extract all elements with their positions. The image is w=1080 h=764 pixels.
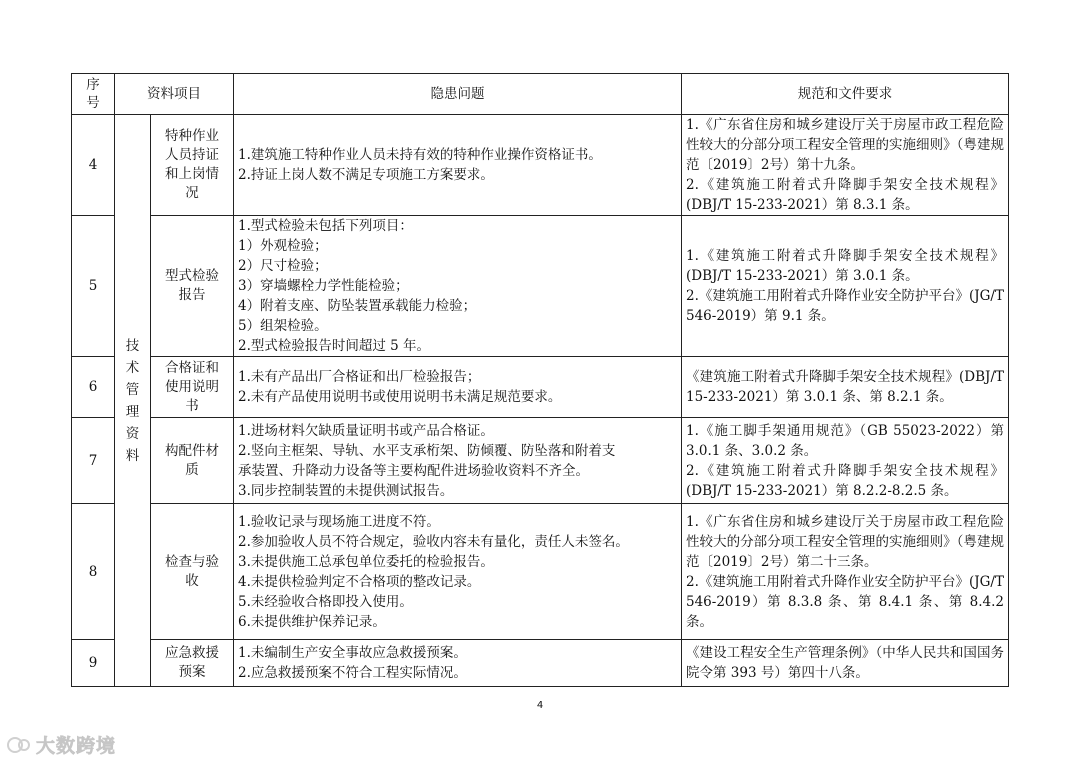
category-cell bbox=[115, 115, 151, 687]
hazard-line: 3.未提供施工总承包单位委托的检验报告。 bbox=[238, 553, 494, 570]
table-row bbox=[72, 418, 1009, 504]
hazard-line: 2.竖向主框架、导轨、水平支承桁架、防倾覆、防坠落和附着支 bbox=[238, 442, 616, 459]
item-line: 报告 bbox=[178, 287, 206, 303]
row-number: 5 bbox=[72, 216, 115, 357]
requirement-cell bbox=[682, 640, 1009, 687]
requirement-cell bbox=[682, 216, 1009, 357]
hazard-cell bbox=[234, 115, 682, 216]
requirement-text: 1.《建筑施工附着式升降脚手架安全技术规程》(DBJ/T 15-233-2021）第 3.0.1 条。 bbox=[686, 248, 1004, 284]
row-number: 7 bbox=[72, 418, 115, 504]
page-number: 4 bbox=[536, 700, 544, 711]
hazard-line: 承装置、升降动力设备等主要构配件进场验收资料不齐全。 bbox=[238, 462, 589, 479]
hazard-cell bbox=[234, 357, 682, 418]
requirement-cell bbox=[682, 418, 1009, 504]
hazard-line: 2.持证上岗人数不满足专项施工方案要求。 bbox=[238, 167, 494, 183]
hazard-cell bbox=[234, 418, 682, 504]
item-line: 使用说明 bbox=[165, 378, 219, 395]
item-line: 况 bbox=[185, 185, 199, 201]
hazard-line: 5.未经验收合格即投入使用。 bbox=[238, 593, 413, 610]
category-char: 术 bbox=[125, 359, 140, 376]
item-cell bbox=[151, 640, 234, 687]
header-seq bbox=[72, 74, 115, 115]
row-number: 8 bbox=[72, 504, 115, 640]
header-hazard: 隐患问题 bbox=[234, 74, 682, 115]
item-line: 合格证和 bbox=[165, 359, 219, 376]
table-row bbox=[72, 640, 1009, 687]
category-char: 技 bbox=[125, 337, 140, 354]
item-cell bbox=[151, 357, 234, 418]
hazard-line: 4.未提供检验判定不合格项的整改记录。 bbox=[238, 573, 481, 590]
requirement-text: 1.《广东省住房和城乡建设厅关于房屋市政工程危险性较大的分部分项工程安全管理的实施细则》（粤建规范〔2019〕2号）第二十三条。 bbox=[686, 513, 1004, 570]
row-number: 9 bbox=[72, 640, 115, 687]
requirement-text: 2.《建筑施工附着式升降脚手架安全技术规程》(DBJ/T 15-233-2021）第 8.2.2-8.2.5 条。 bbox=[686, 462, 1004, 499]
hazard-line: 2.型式检验报告时间超过 5 年。 bbox=[238, 338, 431, 354]
table-row bbox=[72, 216, 1009, 357]
item-line: 预案 bbox=[178, 664, 206, 680]
header-seq-line: 号 bbox=[86, 95, 100, 111]
category-char: 料 bbox=[125, 447, 140, 464]
hazard-line: 1.验收记录与现场施工进度不符。 bbox=[238, 513, 440, 530]
hazard-line: 5）组架检验。 bbox=[238, 318, 328, 334]
item-line: 书 bbox=[185, 397, 199, 414]
hazard-line: 2.未有产品使用说明书或使用说明书未满足规范要求。 bbox=[238, 389, 562, 405]
item-line: 型式检验 bbox=[165, 268, 219, 284]
hazard-line: 3.同步控制装置的未提供测试报告。 bbox=[238, 482, 454, 499]
requirement-text: 2.《建筑施工用附着式升降作业安全防护平台》(JG/T 546-2019）第 8.3.8 条、第 8.4.1 条、第 8.4.2 条。 bbox=[686, 573, 1004, 630]
hazard-cell bbox=[234, 504, 682, 640]
header-seq-line: 序 bbox=[86, 77, 100, 93]
item-line: 质 bbox=[185, 461, 199, 478]
hazard-line: 4）附着支座、防坠装置承载能力检验； bbox=[238, 298, 477, 314]
requirement-text: 1.《施工脚手架通用规范》（GB 55023-2022）第 3.0.1 条、3.0.2 条。 bbox=[686, 422, 1004, 459]
header-row bbox=[72, 74, 1009, 115]
category-char: 资 bbox=[125, 425, 140, 442]
item-cell bbox=[151, 504, 234, 640]
header-item: 资料项目 bbox=[115, 74, 234, 115]
watermark-logo-icon bbox=[6, 734, 32, 756]
item-line: 特种作业 bbox=[165, 128, 219, 144]
hazard-line: 3）穿墙螺栓力学性能检验； bbox=[238, 278, 409, 294]
table-row bbox=[72, 504, 1009, 640]
requirement-text: 1.《广东省住房和城乡建设厅关于房屋市政工程危险性较大的分部分项工程安全管理的实施细则》（粤建规范〔2019〕2号）第十九条。 bbox=[686, 117, 1004, 173]
row-number: 4 bbox=[72, 115, 115, 216]
requirement-cell bbox=[682, 504, 1009, 640]
item-line: 构配件材 bbox=[165, 442, 219, 459]
hazard-line: 1）外观检验； bbox=[238, 238, 328, 254]
item-line: 和上岗情 bbox=[165, 166, 219, 182]
requirement-text: 2.《建筑施工用附着式升降作业安全防护平台》(JG/T 546-2019）第 9.1 条。 bbox=[686, 288, 1004, 324]
row-number: 6 bbox=[72, 357, 115, 418]
table-row bbox=[72, 357, 1009, 418]
hazard-line: 1.型式检验未包括下列项目： bbox=[238, 218, 413, 234]
hazard-line: 6.未提供维护保养记录。 bbox=[238, 613, 386, 630]
hazard-line: 1.建筑施工特种作业人员未持有效的特种作业操作资格证书。 bbox=[238, 147, 602, 163]
requirement-text: 《建设工程安全生产管理条例》（中华人民共和国国务院令第 393 号）第四十八条。 bbox=[686, 645, 1004, 681]
inspection-table bbox=[71, 73, 1009, 687]
hazard-line: 1.未有产品出厂合格证和出厂检验报告； bbox=[238, 369, 481, 385]
item-line: 收 bbox=[185, 572, 199, 589]
hazard-line: 2.应急救援预案不符合工程实际情况。 bbox=[238, 665, 467, 681]
requirement-text: 2.《建筑施工附着式升降脚手架安全技术规程》(DBJ/T 15-233-2021）第 8.3.1 条。 bbox=[686, 177, 1004, 213]
hazard-cell bbox=[234, 640, 682, 687]
requirement-text: 《建筑施工附着式升降脚手架安全技术规程》(DBJ/T 15-233-2021）第 3.0.1 条、第 8.2.1 条。 bbox=[686, 369, 1004, 405]
hazard-line: 2.参加验收人员不符合规定，验收内容未有量化，责任人未签名。 bbox=[238, 533, 629, 550]
item-line: 应急救援 bbox=[165, 645, 219, 661]
category-char: 理 bbox=[125, 403, 140, 420]
requirement-cell bbox=[682, 115, 1009, 216]
hazard-line: 1.未编制生产安全事故应急救援预案。 bbox=[238, 645, 467, 661]
hazard-line: 2）尺寸检验； bbox=[238, 258, 328, 274]
item-line: 检查与验 bbox=[165, 553, 219, 570]
item-line: 人员持证 bbox=[165, 147, 219, 163]
watermark-text: 大数跨境 bbox=[36, 735, 117, 757]
header-requirement: 规范和文件要求 bbox=[682, 74, 1009, 115]
hazard-line: 1.进场材料欠缺质量证明书或产品合格证。 bbox=[238, 422, 494, 439]
table-row bbox=[72, 115, 1009, 216]
requirement-cell bbox=[682, 357, 1009, 418]
item-cell bbox=[151, 115, 234, 216]
item-cell bbox=[151, 418, 234, 504]
hazard-cell bbox=[234, 216, 682, 357]
watermark bbox=[6, 731, 116, 758]
category-char: 管 bbox=[125, 381, 140, 398]
item-cell bbox=[151, 216, 234, 357]
